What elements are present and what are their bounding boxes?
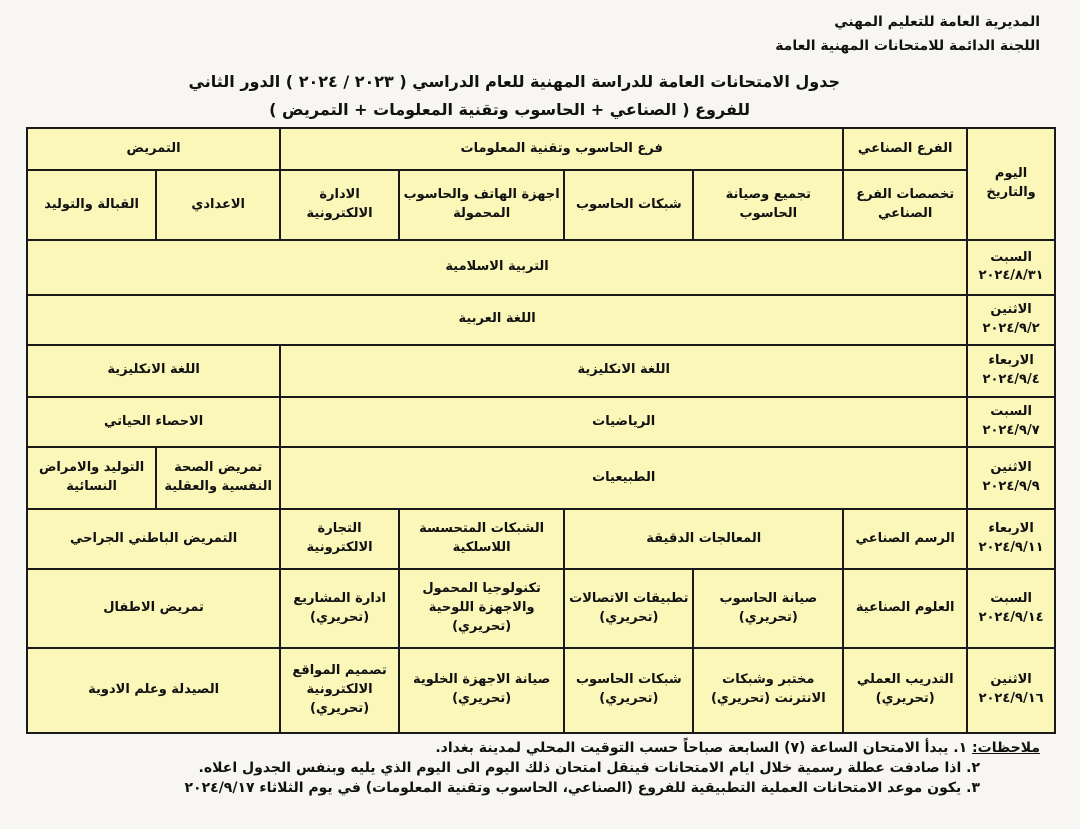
table-row [27,648,1055,733]
day-cell: السبت ٢٠٢٤/٩/١٤ [967,569,1055,647]
spec-midwifery: القبالة والتوليد [27,170,156,240]
eadmin-subject-cell: ادارة المشاريع (تحريري) [280,569,399,647]
day-cell: السبت ٢٠٢٤/٩/٧ [967,397,1055,447]
table-row [27,240,1055,294]
table-row [27,397,1055,447]
nursing-subject-cell: تمريض الاطفال [27,569,280,647]
computer-subject-cell: المعالجات الدقيقة [564,509,843,569]
industrial-subject-cell: الرسم الصناعي [843,509,967,569]
day-cell: الاثنين ٢٠٢٤/٩/٩ [967,447,1055,509]
note-3: ٣. يكون موعد الامتحانات العملية التطبيقية للفروع (الصناعي، الحاسوب وتقنية المعلومات) في يوم الثلاثاء ٢٠٢٤/٩/١٧ [184,780,980,796]
preparatory-subject-cell: تمريض الصحة النفسية والعقلية [156,447,280,509]
table-row [27,509,1055,569]
table-row [27,569,1055,647]
subject-cell: التربية الاسلامية [27,240,967,294]
subject-cell: اللغة الانكليزية [280,345,967,397]
note-2: ٢. اذا صادفت عطلة رسمية خلال ايام الامتحانات فينقل امتحان ذلك اليوم الى اليوم الذي يليه وبنفس الجدول اعلاه. [198,760,980,776]
spec-mobile-devices: اجهزة الهاتف والحاسوب المحمولة [399,170,564,240]
day-cell: السبت ٢٠٢٤/٨/٣١ [967,240,1055,294]
assembly-subject-cell: مختبر وشبكات الانترنت (تحريري) [693,648,843,733]
mobile-subject-cell: صيانة الاجهزة الخلوية (تحريري) [399,648,564,733]
note-1-text: ١. يبدأ الامتحان الساعة (٧) السابعة صباحاً حسب التوقيت المحلي لمدينة بغداد. [435,740,968,756]
table-row [27,447,1055,509]
subject-cell: اللغة العربية [27,295,967,345]
exam-schedule-table [26,127,1056,734]
table-row [27,295,1055,345]
spec-computer-assembly: تجميع وصيانة الحاسوب [693,170,843,240]
day-cell: الاثنين ٢٠٢٤/٩/١٦ [967,648,1055,733]
mobile-subject-cell: الشبكات المتحسسة اللاسلكية [399,509,564,569]
day-date-header: اليوم والتاريخ [967,128,1055,240]
nursing-branch-header: التمريض [27,128,280,170]
directorate-name: المديرية العامة للتعليم المهني [834,14,1040,30]
day-cell: الاربعاء ٢٠٢٤/٩/٤ [967,345,1055,397]
nursing-subject-cell: التمريض الباطني الجراحي [27,509,280,569]
industrial-branch-header: الفرع الصناعي [843,128,967,170]
schedule-subtitle: للفروع ( الصناعي + الحاسوب وتقنية المعلومات + التمريض ) [269,100,750,119]
computer-branch-header: فرع الحاسوب وتقنية المعلومات [280,128,843,170]
eadmin-subject-cell: التجارة الالكترونية [280,509,399,569]
industrial-subject-cell: التدريب العملي (تحريري) [843,648,967,733]
mobile-subject-cell: تكنولوجيا المحمول والاجهزة اللوحية (تحريري) [399,569,564,647]
committee-name: اللجنة الدائمة للامتحانات المهنية العامة [775,38,1040,54]
nursing-subject-cell: اللغة الانكليزية [27,345,280,397]
eadmin-subject-cell: تصميم المواقع الالكترونية (تحريري) [280,648,399,733]
day-cell: الاربعاء ٢٠٢٤/٩/١١ [967,509,1055,569]
schedule-title: جدول الامتحانات العامة للدراسة المهنية للعام الدراسي ( ٢٠٢٣ / ٢٠٢٤ ) الدور الثاني [188,72,840,91]
industrial-specializations-header: تخصصات الفرع الصناعي [843,170,967,240]
subject-cell: الرياضيات [280,397,967,447]
nursing-subject-cell: الاحصاء الحياتي [27,397,280,447]
nursing-subject-cell: الصيدلة وعلم الادوية [27,648,280,733]
subject-cell: الطبيعيات [280,447,967,509]
notes-section [30,738,1040,798]
day-cell: الاثنين ٢٠٢٤/٩/٢ [967,295,1055,345]
note-1 [30,738,1040,758]
spec-e-administration: الادارة الالكترونية [280,170,399,240]
industrial-subject-cell: العلوم الصناعية [843,569,967,647]
assembly-subject-cell: صيانة الحاسوب (تحريري) [693,569,843,647]
midwifery-subject-cell: التوليد والامراض النسائية [27,447,156,509]
table-row [27,345,1055,397]
networks-subject-cell: تطبيقات الاتصالات (تحريري) [564,569,693,647]
spec-preparatory: الاعدادي [156,170,280,240]
spec-computer-networks: شبكات الحاسوب [564,170,693,240]
notes-label: ملاحظات: [972,740,1040,756]
networks-subject-cell: شبكات الحاسوب (تحريري) [564,648,693,733]
